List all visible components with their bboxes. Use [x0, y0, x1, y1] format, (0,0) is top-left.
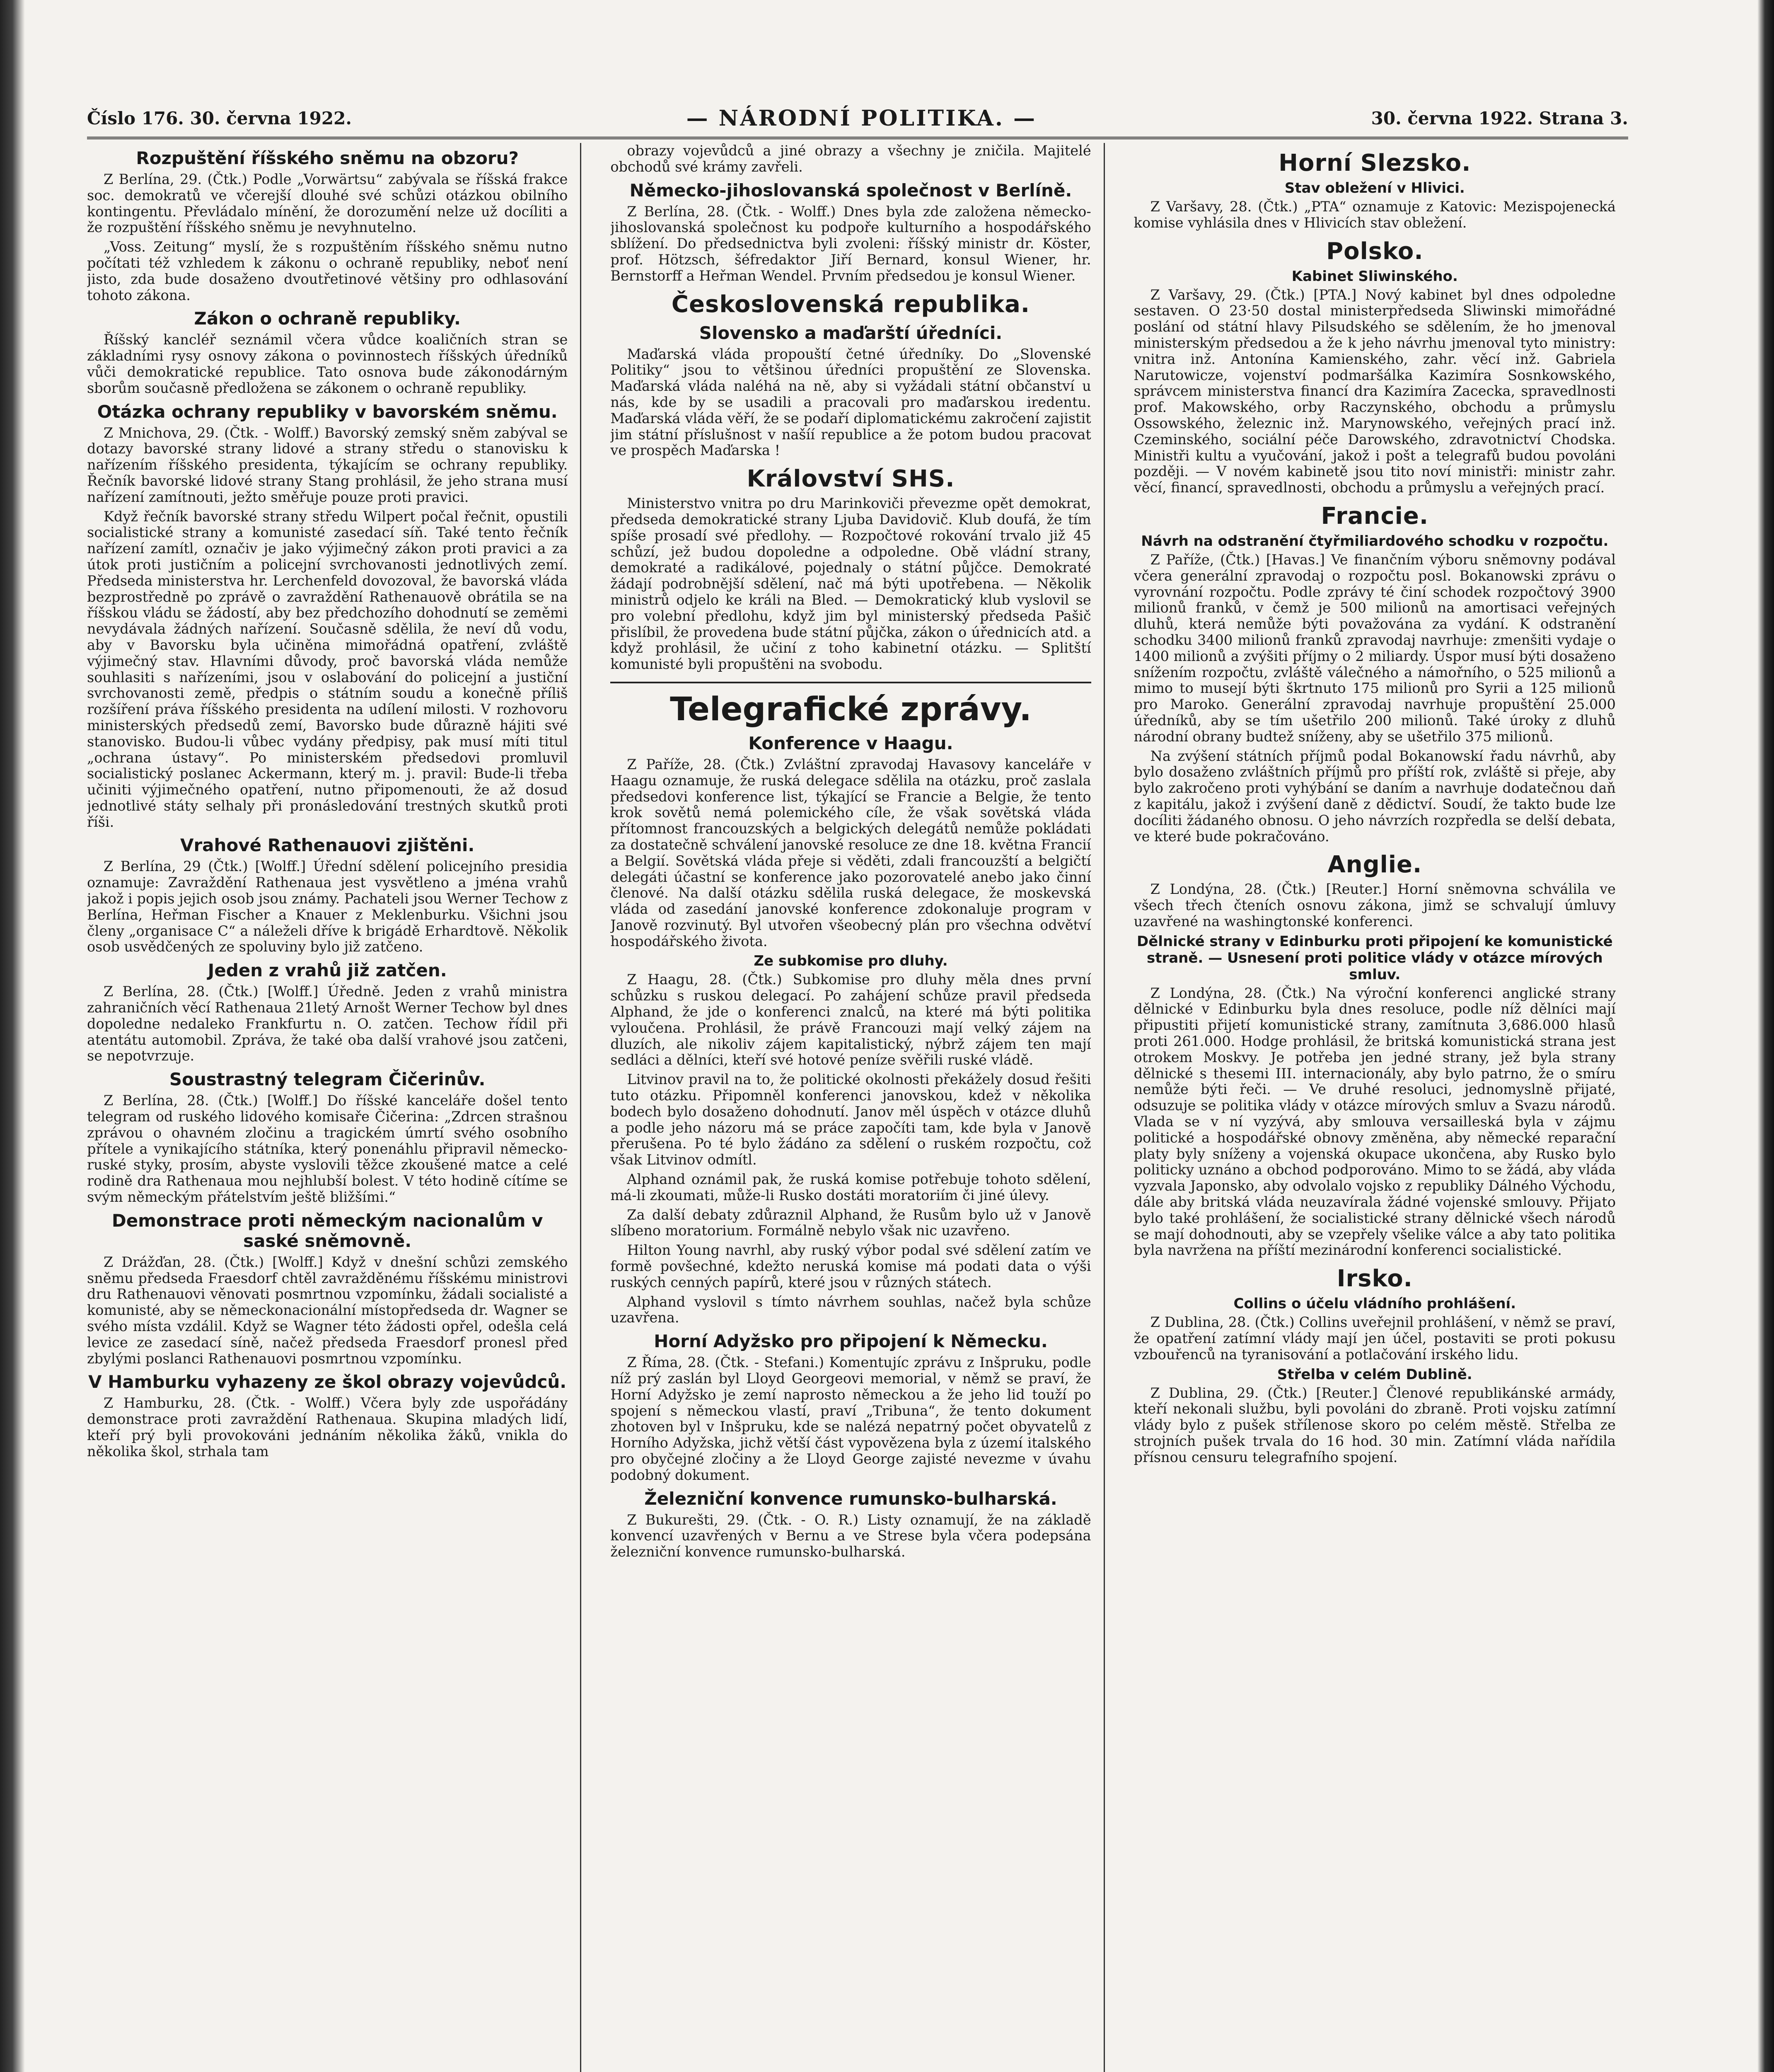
article-paragraph: Když řečník bavorské strany středu Wilpert počal řečnit, opustili socialistické strany a komunisté zasedací síň. Také tento řečník nařízení zamítl, označiv je jako výjimečný zákon proti pravici a za útok proti justičním a policejní svrchovanosti jednotlivých zemí. Předseda ministerstva hr. Lerchenfeld dovozoval, že bavorská vláda bezprostředně po zprávě o zavraždění Rathenauově obrátila se na říšskou vládu se žádostí, aby bez předchozího dohodnutí se zeměmi nevydávala žádných nařízení. Současně sdělila, že neví dů vodu, aby v Bavorsku byla učiněna mimořádná opatření, zvláště výjimečný stav. Hlavními důvody, proč bavorská vláda nemůže souhlasiti s nařízeními, jsou v oslabování do policejní a justiční svrchovanosti země, předpis o státním soudu a konečně příliš rozšíření práva říšského presidenta na udílení milosti. V rozhovoru ministerských předsedů zemí, Bavorsko bude důrazně hájiti své stanovisko. Budou-li vůbec vydány předpisy, pak musí míti titul „ochrana ústavy“. Po ministerském předsedovi promluvil socialistický poslanec Ackermann, který m. j. pravil: Bude-li třeba učiniti výjimečného opatření, nutno připomenouti, že až dosud jednotlivé státy selhaly při pronásledování trestných skutků proti říši.: [87, 508, 568, 830]
article-paragraph: Z Dublina, 28. (Čtk.) Collins uveřejnil prohlášení, v němž se praví, že opatření zatímní vlády mají jen účel, postaviti se proti pokusu vzbouřenců na tyranisování a potlačování irského lidu.: [1134, 1314, 1616, 1363]
article-subheadline: Stav obležení v Hlivici.: [1284, 180, 1465, 196]
article-paragraph: Z Mnichova, 29. (Čtk. - Wolff.) Bavorský zemský sněm zabýval se dotazy bavorské strany lidové a strany středu o stanovisku k nařízením říšského presidenta, týkajícím se ochrany republiky. Řečník bavorské lidové strany Stang prohlásil, že jeho strana musí nařízení zamítnouti, ježto směřuje pouze proti pravici.: [87, 424, 568, 505]
scan-left-edge: [0, 0, 25, 2072]
article-paragraph: Z Paříže, (Čtk.) [Havas.] Ve finančním výboru sněmovny podával včera generální zpravodaj o rozpočtu posl. Bokanowski zprávu o vyrovnání rozpočtu. Podle zprávy té činí schodek rozpočtový 3900 milionů franků, v čemž je 500 milionů na amortisaci veřejných dluhů, která nemůže býti považována za vydání. K odstranění schodku 3400 milionů franků zpravodaj navrhuje: zmenšiti vydaje o 1400 milionů a zvýšiti příjmy o 2 miliardy. Úspor musí býti dosaženo snížením rozpočtu, zvláště válečného a námořního, o 525 milionů a mimo to musejí býti škrtnuto 175 milionů pro Syrii a 125 milionů pro Maroko. Generální zpravodaj navrhuje propuštění 25.000 úředníků, aby se tím ušetřilo 200 milionů. Také úroky z dluhů národní obrany budtež sníženy, aby se ušetřilo 375 milionů.: [1134, 551, 1616, 745]
article-paragraph: Z Drážďan, 28. (Čtk.) [Wolff.] Když v dnešní schůzi zemského sněmu předseda Fraesdorf chtěl zavražděnému říšskému ministrovi dru Rathenauovi věnovati posmrtnou vzpomínku, žádali socialisté a komunisté, aby se německonacionální místopředseda dr. Wagner se svého místa vzdálil. Když se Wagner této žádosti opřel, odešla celá levice ze zasedací síně, načež předseda Fraesdorf pronesl před zbylými poslanci Rathenauovi posmrtnou vzpomínku.: [87, 1254, 568, 1367]
article-paragraph: Z Hamburku, 28. (Čtk. - Wolff.) Včera byly zde uspořádány demonstrace proti zavraždění Rathenaua. Skupina mladých lidí, kteří prý byli provokováni jednáním několika žáků, vnikla do několika škol, strhala tam: [87, 1395, 568, 1460]
page-number: 30. června 1922. Strana 3.: [1371, 108, 1628, 128]
article-headline: Konference v Haagu.: [748, 733, 953, 753]
article-paragraph: Z Haagu, 28. (Čtk.) Subkomise pro dluhy měla dnes první schůzku s ruskou delegací. Po zahájení schůze pravil předseda Alphand, že jde o konferenci znalců, na které má býti politika vyloučena. Prohlásil, že právě Francouzi mají velký zájem na dluzích, ale nikoliv zájem kapitalistický, nýbrž zájem ten mají sedláci a dělníci, kteří své hotové peníze svěřili ruské vládě.: [610, 971, 1091, 1068]
article-headline: Jeden z vrahů již zatčen.: [208, 960, 447, 981]
article-headline: Německo-jihoslovanská společnost v Berlíně.: [629, 180, 1072, 201]
article-paragraph: Litvinov pravil na to, že politické okolnosti překážely dosud řešiti tuto otázku. Připomněl konferenci janovskou, kdež v několika bodech bylo dosaženo dohodnutí. Janov měl úspěch v otázce dluhů a podle jeho názoru má se práce započíti tam, kde byla v Janově přerušena. Po té bylo žádáno za sdělení o ruském rozpočtu, což však Litvinov odmítl.: [610, 1071, 1091, 1168]
section-heading: Československá republika.: [671, 290, 1030, 318]
section-heading: Francie.: [1321, 502, 1429, 530]
article-subheadline: Kabinet Sliwinského.: [1291, 268, 1458, 285]
article-paragraph: Alphand vyslovil s tímto návrhem souhlas, načež byla schůze uzavřena.: [610, 1293, 1091, 1326]
article-paragraph: Z Londýna, 28. (Čtk.) [Reuter.] Horní sněmovna schválila ve všech třech čteních osnovu zákona, jimž se schvalují úmluvy uzavřené na washingtonské konferenci.: [1134, 881, 1616, 929]
column-1: [87, 143, 581, 2072]
article-headline: Soustrastný telegram Čičerinův.: [169, 1069, 486, 1090]
article-headline: Horní Adyžsko pro připojení k Německu.: [654, 1331, 1048, 1352]
masthead-title: — NÁRODNÍ POLITIKA. —: [686, 105, 1037, 131]
article-paragraph: Z Paříže, 28. (Čtk.) Zvláštní zpravodaj Havasovy kanceláře v Haagu oznamuje, že ruská delegace sdělila na otázku, proč zaslala předsedovi konference list, týkající se Francie a Belgie, že tento krok sovětů nemá polemického cíle, že však sovětská vláda přítomnost francouzských a belgických delegátů nemůže pokládati za dostatečně schválení janovské resoluce ze dne 18. května Francií a Belgií. Sovětská vláda přeje si věděti, zdali francouzští a belgičtí delegáti účastní se konference jako pozorovatelé anebo jako činní členové. Na další otázku sdělila ruská delegace, že moskevská vláda od zasedání janovské konference zdokonaluje program v Janově rozvinutý. Byl utvořen všeobecný plán pro všechna odvětví hospodářského života.: [610, 756, 1091, 949]
article-paragraph: Z Varšavy, 29. (Čtk.) [PTA.] Nový kabinet byl dnes odpoledne sestaven. O 23·50 dostal ministerpředseda Sliwinski mimořádné poslání od státní hlavy Pilsudského se sdělením, že ho jmenoval ministerským předsedou a že k jeho návrhu jmenoval tyto ministry: vnitra inž. Antonína Kamienského, zahr. věcí inž. Gabriela Narutowicze, vojenství podmaršálka Kazimíra Sosnkowského, správcem ministerstva financí dra Kazimíra Zacecka, spravedlnosti prof. Makowského, orby Raczynského, obchodu a průmyslu Ossowského, železnic inž. Marynowského, veřejných prací inž. Czeminského, sociální péče Darowského, zdravotnictví Chodska. Ministři kultu a vyučování, jakož i pošt a telegrafů budou povoláni později. — V novém kabinetě jsou tito noví ministři: ministr zahr. věcí, financí, spravedlnosti, obchodu a průmyslu a veřejných prací.: [1134, 286, 1616, 496]
section-heading: Horní Slezsko.: [1279, 150, 1471, 177]
article-paragraph: Na zvýšení státních příjmů podal Bokanowskí řadu návrhů, aby bylo dosaženo zvláštních příjmů pro příští rok, zvláště si přeje, aby bylo zakročeno proti vyhýbání se daním a navrhuje dodatečnou daň z kapitálu, jakož i zvýšení daně z dědictví. Soudí, že takto bude lze docíliti žádaného obnosu. O jeho návrzích rozpředla se delší debata, ve které bude pokračováno.: [1134, 748, 1616, 845]
article-headline: Slovensko a maďarští úředníci.: [699, 322, 1003, 343]
article-headline: Demonstrace proti německým nacionalům v saské sněmovně.: [111, 1210, 543, 1251]
article-paragraph: Z Berlína, 28. (Čtk. - Wolff.) Dnes byla zde založena německo-jihoslovanská společnost ku podpoře kulturního a hospodářského sblížení. Do předsednictva byli zvoleni: říšský ministr dr. Köster, prof. Hötzsch, šéfredaktor Jiří Bernard, konsul Wiener, hr. Bernstorff a Heřman Wendel. Prvním předsedou je konsul Wiener.: [610, 203, 1091, 284]
newspaper-header: [87, 99, 1628, 139]
scan-right-edge: [1757, 0, 1774, 2072]
article-paragraph: obrazy vojevůdců a jiné obrazy a všechny je zničila. Majitelé obchodů své krámy zavřeli.: [610, 143, 1091, 175]
article-paragraph: Z Dublina, 29. (Čtk.) [Reuter.] Členové republikánské armády, kteří nekonali službu, byli povoláni do zbraně. Proti vojsku zatímní vlády bylo z pušek střílenose skoro po celém městě. Střelba ze strojních pušek trvala do 16 hod. 30 min. Zatímní vláda nařídila přísnou censuru telegrafního spojení.: [1134, 1385, 1616, 1465]
article-paragraph: Z Londýna, 28. (Čtk.) Na výroční konferenci anglické strany dělnické v Edinburku byla dnes resoluce, podle níž dělníci mají připustiti přijetí komunistické strany, zamítnuta 3,686.000 hlasů proti 261.000. Hodge prohlásil, že britská komunistická strana jest otrokem Moskvy. Je potřeba jen jedné strany, jež byla strany dělnické s thesemi III. internacionály, aby bylo patrno, že o smíru nemůže býti řeči. — Ve druhé resoluci, jednomyslně přijaté, odsuzuje se politika vlády v otázce mírových smluv a Svazu národů. Vlada se v ní vyzývá, aby smlouva versailleská byla v zájmu politické a hospodářské obnovy změněna, aby německé reparační platy byly sníženy a vojenská okupace ukončena, aby Rusko bylo politicky uznáno a obchod podporováno. Mimo to se žádá, aby vláda vyzvala Japonsko, aby odvolalo vojsko z republiky Dálného Východu, dále aby britská vláda neuzavírala žádné vojenské smlouvy. Přijato bylo také prohlášení, že socialistické strany dělnické všech národů se mají dohodnouti, aby se vzepřely všelike válce a aby tato politika byla navržena na příští mezinárodní konferenci socialistické.: [1134, 985, 1616, 1259]
article-columns: [87, 143, 1628, 2072]
article-paragraph: Z Berlína, 28. (Čtk.) [Wolff.] Do říšské kanceláře došel tento telegram od ruského lidového komisaře Čičerina: „Zdrcen strašnou zprávou o ohavném zločinu a tragickém úmrtí svého osobního přítele a vynikajícího státníka, který ponenáhlu připravil německo-ruské styky, prosím, abyste vyslovili těžce zkoušené matce a celé rodině dra Rathenaua mou nejhlubší bolest. V této hodině cítíme se svým německým přátelstvím ještě bližšími.“: [87, 1092, 568, 1205]
section-heading: Polsko.: [1326, 237, 1424, 265]
article-headline: Zákon o ochraně republiky.: [194, 308, 461, 329]
article-subheadline: Návrh na odstranění čtyřmiliardového schodku v rozpočtu.: [1141, 533, 1609, 549]
article-headline: Otázka ochrany republiky v bavorském sněmu.: [97, 401, 558, 422]
article-paragraph: „Voss. Zeitung“ myslí, že s rozpuštěním říšského sněmu nutno počítati též vzhledem k zákonu o ochraně republiky, neboť není jisto, zda bude dosaženo dvoutřetinové většiny pro odhlasování tohoto zákona.: [87, 239, 568, 303]
article-paragraph: Z Berlína, 28. (Čtk.) [Wolff.] Úředně. Jeden z vrahů ministra zahraničních věcí Rathenaua 21letý Arnošt Werner Techow byl dnes dopoledne nedaleko Frankfurtu n. O. zatčen. Techow řídil při atentátu automobil. Zpráva, že také oba další vrahové jsou zatčeni, se nepotvrzuje.: [87, 983, 568, 1064]
article-subheadline: Collins o účelu vládního prohlášení.: [1233, 1295, 1516, 1312]
article-subheadline: Ze subkomise pro dluhy.: [754, 953, 948, 970]
article-headline: Rozpuštění říšského sněmu na obzoru?: [136, 148, 519, 168]
article-paragraph: Za další debaty zdůraznil Alphand, že Rusům bylo už v Janově slíbeno moratorium. Formálně nebylo však nic uzavřeno.: [610, 1206, 1091, 1239]
article-paragraph: Z Berlína, 29. (Čtk.) Podle „Vorwärtsu“ zabývala se říšská frakce soc. demokratů ve včerejší dlouhé své schůzi otázkou obilního kontingentu. Převládalo mínění, že dorozumění nelze už docíliti a že rozpuštění říšského sněmu je nevyhnutelno.: [87, 171, 568, 236]
column-2: [610, 143, 1105, 2072]
article-headline: V Hamburku vyhazeny ze škol obrazy vojevůdců.: [88, 1372, 567, 1392]
article-paragraph: Ministerstvo vnitra po dru Marinkoviči převezme opět demokrat, předseda demokratické strany Ljuba Davidovič. Klub doufá, že tím spíše prosadí své předlohy. — Rozpočtové rokování trvalo již 45 schůzí, jež budou dopoledne a odpoledne. Obě vládní strany, demokraté a radikálové, pojednaly o státní půjčce. Demokraté žádají podrobnější sdělení, nač má býti upotřebena. — Několik ministrů odjelo ke králi na Bled. — Demokratický klub vyslovil se pro volební předlohu, když jim byl ministerský předseda Pašič přislíbil, že provedena bude státní půjčka, zákon o úřednicích atd. a když prohlásil, že učiní z toho kabinetní otázku. — Splitští komunisté byli propuštěni na svobodu.: [610, 495, 1091, 673]
article-paragraph: Hilton Young navrhl, aby ruský výbor podal své sdělení zatím ve formě povšechné, kdežto neruská komise má podati data o výši ruských cenných papírů, které jsou v různých státech.: [610, 1242, 1091, 1290]
article-headline: Železniční konvence rumunsko-bulharská.: [644, 1488, 1057, 1509]
issue-number: Číslo 176. 30. června 1922.: [87, 108, 352, 128]
section-heading: Království SHS.: [747, 465, 955, 493]
column-3: [1134, 143, 1628, 2072]
article-paragraph: Říšský kancléř seznámil včera vůdce koaličních stran se základními rysy osnovy zákona o povinnostech říšských úředníků vůči demokratické republice. Tato osnova bude zákonodárným sborům současně předložena se zákonem o ochraně republiky.: [87, 332, 568, 396]
article-paragraph: Z Varšavy, 28. (Čtk.) „PTA“ oznamuje z Katovic: Mezispojenecká komise vyhlásila dnes v Hlivicích stav obležení.: [1134, 198, 1616, 231]
section-heading: Irsko.: [1337, 1265, 1413, 1293]
article-paragraph: Z Bukurešti, 29. (Čtk. - O. R.) Listy oznamují, že na základě konvencí uzavřených v Bernu a ve Strese byla včera podepsána železniční konvence rumunsko-bulharská.: [610, 1511, 1091, 1560]
section-heading: Anglie.: [1327, 851, 1422, 879]
article-subheadline: Střelba v celém Dublině.: [1277, 1366, 1472, 1383]
article-headline: Vrahové Rathenauovi zjištěni.: [180, 835, 475, 856]
article-paragraph: Z Berlína, 29 (Čtk.) [Wolff.] Úřední sdělení policejního presidia oznamuje: Zavraždění Rathenaua jest vysvětleno a jména vrahů jakož i popis jejich osob jsou známy. Pachateli jsou Werner Techow z Berlína, Heřman Fischer a Knauer z Meklenburku. Všichni jsou členy „organisace C“ a náleželi dříve k brigádě Erhardtově. Několik osob usvědčených ze spoluviny bylo již zatčeno.: [87, 858, 568, 955]
article-subheadline: Dělnické strany v Edinburku proti připojení ke komunistické straně. — Usnesení proti politice vlády v otázce mírových smluv.: [1137, 933, 1613, 983]
article-paragraph: Maďarská vláda propouští četné úředníky. Do „Slovenské Politiky“ jsou to většinou úředníci propuštění ze Slovenska. Maďarská vláda naléhá na ně, aby si vyžádali státní občanství u nás, kde by se usadili a pracovali pro maďarskou iredentu. Maďarská vláda věří, že se podaří diplomatickému zakročení zajistit jim státní příslušnost v našíí republice a že potom budou pracovat ve prospěch Maďarska !: [610, 346, 1091, 459]
article-paragraph: Z Říma, 28. (Čtk. - Stefani.) Komentujíc zprávu z Inšpruku, podle níž prý zaslán byl Lloyd Georgeovi memorial, v němž se praví, že Horní Adyžsko je zemí naprosto německou a že jeho lid touží po spojení s německou vlastí, praví „Tribuna“, že tento dokument zhotoven byl v Inšpruku, kde se nalézá nepatrný počet obyvatelů z Horního Adyžska, jichž větší část vypovězena byla z území italského pro obyčejné zločiny a že Lloyd George zajisté nevezme v úvahu podobný dokument.: [610, 1354, 1091, 1483]
article-paragraph: Alphand oznámil pak, že ruská komise potřebuje tohoto sdělení, má-li zkoumati, může-li Rusko dostáti moratoriím či jiné úlevy.: [610, 1171, 1091, 1203]
section-heading-telegrams: Telegrafické zprávy.: [610, 682, 1091, 728]
